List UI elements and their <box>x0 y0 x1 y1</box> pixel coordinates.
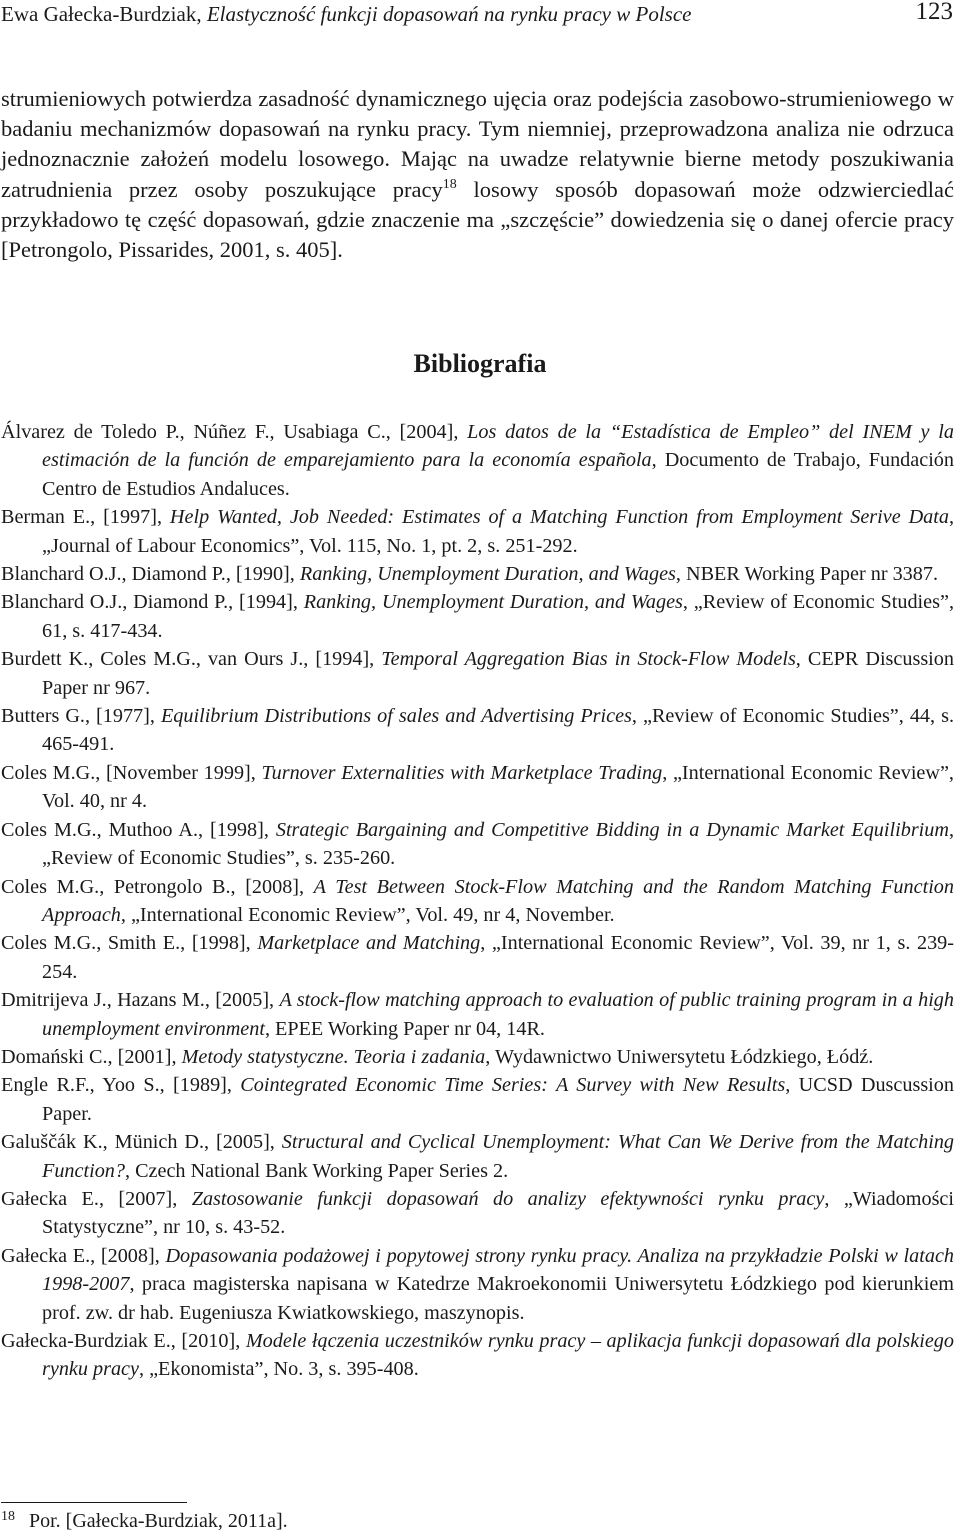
footnote <box>1 1509 701 1536</box>
entry-text: Coles M.G., Muthoo A., [1998], <box>1 818 276 841</box>
entry-text: , NBER Working Paper nr 3387. <box>675 563 939 586</box>
entry-text: , Documento de Trabajo, Fundación Centro de Estudios Andaluces. <box>42 449 954 500</box>
entry-text: , „Review of Economic Studies”, s. 235-260. <box>42 818 955 870</box>
entry-text: , UCSD Duscussion Paper. <box>42 1074 954 1125</box>
bibliography-entry <box>1 1043 954 1071</box>
entry-title: Los datos de la “Estadística de Empleo” del INEM y la estimación de la función de emparejamiento para la economía española <box>42 421 954 472</box>
entry-text: Blanchard O.J., Diamond P., [1990], <box>1 563 300 586</box>
bibliography-entry <box>1 503 954 560</box>
bibliography-entry <box>1 873 954 930</box>
entry-title: Ranking, Unemployment Duration, and Wages <box>303 591 683 614</box>
bibliography-entry <box>1 560 954 588</box>
body-text-part1: strumieniowych potwierdza zasadność dynamicznego ujęcia oraz podejścia zasobowo-strumieniowego w badaniu mechanizmów dopasowań na rynku pracy. Tym niemniej, przeprowadzona analiza nie odrzuca jednoznacznie założeń modelu losowego. Mając na uwadze relatywnie bierne metody poszukiwania zatrudnienia przez osoby poszukujące pracy <box>1 86 954 202</box>
entry-title: Turnover Externalities with Marketplace Trading <box>261 761 663 784</box>
entry-text: , Wydawnictwo Uniwersytetu Łódzkiego, Łódź. <box>485 1045 874 1068</box>
running-header <box>1 2 953 26</box>
bibliography-list <box>1 418 954 1384</box>
header-title: Elastyczność funkcji dopasowań na rynku pracy w Polsce <box>206 2 692 26</box>
body-text-part2: losowy sposób dopasowań może odzwierciedlać przykładowo tę część dopasowań, gdzie znaczenie ma „szczęście” dowiedzenia się o danej ofercie pracy [Petrongolo, Pissarides, 2001, s. 405]. <box>1 176 954 263</box>
entry-title: Modele łączenia uczestników rynku pracy – aplikacja funkcji dopasowań dla polskiego rynku pracy <box>42 1330 954 1381</box>
bibliography-entry <box>1 588 954 645</box>
entry-title: A stock-flow matching approach to evaluation of public training program in a high unemployment environment <box>42 989 954 1040</box>
footnote-number: 18 <box>1 1509 15 1524</box>
entry-title: Structural and Cyclical Unemployment: What Can We Derive from the Matching Function? <box>42 1131 955 1182</box>
entry-text: Galuščák K., Münich D., [2005], <box>1 1131 282 1154</box>
bibliography-entry <box>1 1128 954 1185</box>
entry-title: Ranking, Unemployment Duration, and Wages <box>299 563 676 586</box>
entry-text: Gałecka E., [2007], <box>1 1187 192 1210</box>
entry-text: , „Journal of Labour Economics”, Vol. 115, No. 1, pt. 2, s. 251-292. <box>42 506 954 557</box>
entry-title: Temporal Aggregation Bias in Stock-Flow Models <box>381 648 796 671</box>
page-number: 123 <box>915 0 953 25</box>
bibliography-entry <box>1 816 954 873</box>
bibliography-entry <box>1 929 954 986</box>
entry-text: , „Ekonomista”, No. 3, s. 395-408. <box>138 1358 419 1381</box>
entry-text: , „International Economic Review”, Vol. 49, nr 4, November. <box>120 903 615 926</box>
body-paragraph <box>1 84 954 265</box>
footnote-text: Por. [Gałecka-Burdziak, 2011a]. <box>29 1510 288 1532</box>
footnote-separator <box>1 1502 187 1503</box>
entry-text: , praca magisterska napisana w Katedrze Makroekonomii Uniwersytetu Łódzkiego pod kierunkiem prof. zw. dr hab. Eugeniusza Kwiatkowskiego, maszynopis. <box>42 1273 954 1324</box>
entry-text: Blanchard O.J., Diamond P., [1994], <box>1 591 304 614</box>
bibliography-entry <box>1 1185 954 1242</box>
entry-text: Gałecka E., [2008], <box>1 1244 166 1267</box>
entry-text: , CEPR Discussion Paper nr 967. <box>42 648 954 699</box>
entry-text: , Czech National Bank Working Paper Series 2. <box>124 1159 509 1182</box>
entry-title: A Test Between Stock-Flow Matching and the Random Matching Function Approach <box>42 875 954 926</box>
header-author: Ewa Gałecka-Burdziak, <box>1 2 202 26</box>
bibliography-entry <box>1 1242 954 1327</box>
bibliography-entry <box>1 986 954 1043</box>
bibliography-entry <box>1 418 954 503</box>
entry-title: Zastosowanie funkcji dopasowań do analizy efektywności rynku pracy <box>191 1187 825 1210</box>
entry-title: Marketplace and Matching <box>257 932 481 955</box>
entry-text: , „International Economic Review”, Vol. 40, nr 4. <box>42 761 954 813</box>
bibliography-entry <box>1 645 954 702</box>
entry-title: Equilibrium Distributions of sales and Advertising Prices <box>160 705 632 728</box>
entry-title: Strategic Bargaining and Competitive Bidding in a Dynamic Market Equilibrium <box>275 818 949 841</box>
footnote-reference: 18 <box>442 176 457 192</box>
entry-text: Coles M.G., Smith E., [1998], <box>1 932 258 955</box>
bibliography-entry <box>1 1071 954 1128</box>
section-heading-bibliography: Bibliografia <box>413 349 547 378</box>
entry-text: , „Review of Economic Studies”, 61, s. 417-434. <box>42 591 954 642</box>
entry-text: Coles M.G., [November 1999], <box>1 761 262 784</box>
entry-text: Burdett K., Coles M.G., van Ours J., [1994], <box>1 648 382 671</box>
entry-text: , „Review of Economic Studies”, 44, s. 465-491. <box>42 705 955 756</box>
entry-title: Help Wanted, Job Needed: Estimates of a Matching Function from Employment Serive Data <box>169 506 949 529</box>
entry-text: , „Wiadomości Statystyczne”, nr 10, s. 43-52. <box>42 1187 954 1239</box>
entry-text: Gałecka-Burdziak E., [2010], <box>1 1330 246 1352</box>
bibliography-entry <box>1 1327 954 1384</box>
entry-text: , „International Economic Review”, Vol. 39, nr 1, s. 239-254. <box>42 932 955 983</box>
bibliography-entry <box>1 759 954 816</box>
entry-text: Engle R.F., Yoo S., [1989], <box>1 1074 241 1097</box>
entry-text: Álvarez de Toledo P., Núñez F., Usabiaga C., [2004], <box>1 421 468 443</box>
entry-title: Dopasowania podażowej i popytowej strony rynku pracy. Analiza na przykładzie Polski w latach 1998-2007 <box>42 1244 955 1296</box>
entry-title: Metody statystyczne. Teoria i zadania <box>181 1045 486 1068</box>
entry-text: Berman E., [1997], <box>1 506 170 529</box>
entry-text: Butters G., [1977], <box>1 705 161 728</box>
entry-text: Dmitrijeva J., Hazans M., [2005], <box>1 989 280 1012</box>
bibliography-entry <box>1 702 954 759</box>
entry-text: Domański C., [2001], <box>1 1045 182 1068</box>
entry-text: Coles M.G., Petrongolo B., [2008], <box>1 875 314 898</box>
entry-text: , EPEE Working Paper nr 04, 14R. <box>264 1017 545 1040</box>
entry-title: Cointegrated Economic Time Series: A Survey with New Results <box>240 1074 786 1097</box>
